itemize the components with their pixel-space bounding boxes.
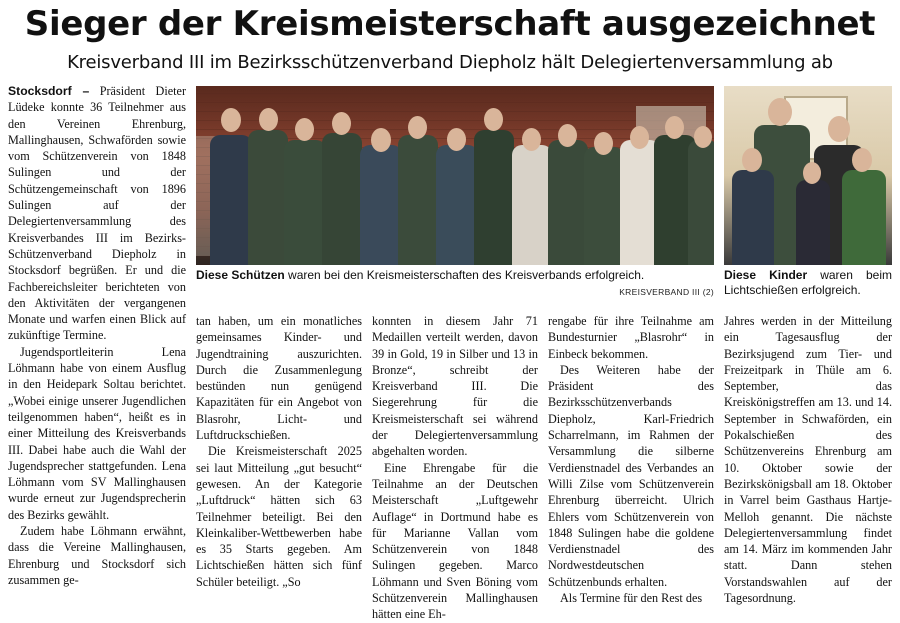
paragraph: rengabe für ihre Teilnahme am Bundesturnier „Blasrohr“ in Einbeck bekommen. [548,314,714,361]
paragraph: konnten in diesem Jahr 71 Medaillen verteilt werden, davon 39 in Gold, 19 in Silber und 13 in Bronze“, schreibt der Kreisverband III. Die Siegerehrung für die Kreismeisterschaft sei während der Delegiertenversammlung abgehalten worden. [372,314,538,459]
caption-side-bold: Diese Kinder [724,268,808,282]
paragraph: tan haben, um ein monatliches gemeinsames Kinder- und Jugendtraining auszurichten. Durch die Zusammenlegung bestünden nun genügend Kapazitäten für ein Angebot von Blasrohr, Licht- und Luftdruckschießen. [196,314,362,443]
paragraph: Als Termine für den Rest des [560,591,703,606]
paragraph: Eine Ehrengabe für die Teilnahme an der Deutschen Meisterschaft „Luftgewehr Auflage“ in Dortmund habe es für Marianne Vallan vom Schützenverein von 1848 Sulingen gegeben. Marco Löhmann und Sven Böning vom Schützenverein Mallinghausen hätten eine Eh- [372,460,538,622]
article-column-2 [196,313,362,590]
article-column-4 [548,313,714,606]
headline: Sieger der Kreismeisterschaft ausgezeichnet [24,4,876,44]
article-column-3 [372,313,538,623]
group-photo-shooters [196,86,714,265]
subheadline: Kreisverband III im Bezirksschützenverband Diepholz hält Delegiertenversammlung ab [67,52,833,73]
paragraph: Zudem habe Löhmann erwähnt, dass die Vereine Mallinghausen, Ehrenburg und Stocksdorf sich zusammen ge- [8,524,186,587]
caption-main-bold: Diese Schützen [196,268,285,282]
caption-main-photo [196,268,714,283]
paragraph [8,83,186,344]
caption-main-text: waren bei den Kreismeisterschaften des Kreisverbands erfolgreich. [284,268,645,282]
dateline: Stocksdorf – [8,84,90,98]
photo-children [724,86,892,265]
photo-credit: KREISVERBAND III (2) [619,287,714,297]
article-column-1 [8,83,186,588]
paragraph: Die Kreismeisterschaft 2025 sei laut Mitteilung „gut besucht“ gewesen. An der Kategorie „Luftdruck“ hätten sich 63 Teilnehmer beteiligt. Bei den Kleinkaliber-Wettbewerben habe es 35 Starts gegeben. Am Lichtschießen hätten sich fünf Schüler beteiligt. „So [196,444,362,589]
article-column-5 [724,313,892,606]
paragraph-text: Präsident Dieter Lüdeke konnte 36 Teilnehmer aus den Vereinen Ehrenburg, Mallinghausen, Schwaförden sowie vom Schützenverein von 1848 Sulingen und der Schützengemeinschaft von 1896 Sulingen auf der Delegiertenversammlung des Kreisverbandes III im Bezirks-Schützenverband Diepholz in Stocksdorf begrüßen. Er und die Fachbereichsleiter berichteten von den Aktivitäten der vergangenen Monate und warfen einen Blick auf zukünftige Termine. [8,84,186,343]
caption-side-photo [724,268,892,298]
paragraph: Jahres werden in der Mitteilung ein Tagesausflug der Bezirksjugend zum Tier- und Freizeitpark in Thüle am 6. September, das Kreiskönigstreffen am 13. und 14. September in Schwaförden, ein Pokalschießen des Schützenvereins Ehrenburg am 10. Oktober sowie der Bezirkskönigsball am 18. Oktober in Varrel beim Gasthaus Hartje-Melloh genannt. Die nächste Delegiertenversammlung findet am 14. März im kommenden Jahr statt. Dann stehen Vorstandswahlen auf der Tagesordnung. [724,314,892,606]
paragraph: Jugendsportleiterin Lena Löhmann habe von einem Ausflug in den Heidepark Soltau berichtet. „Wobei einige unserer Jugendlichen teilgenommen haben“, heißt es in einer Mitteilung des Kreisverbands III. Dabei habe auch die Wahl der Jugendsprecher stattgefunden. Lena Löhmann vom SV Mallinghausen wurde erneut zur Jugendsprecherin des Bezirks gewählt. [8,344,186,522]
paragraph: Des Weiteren habe der Präsident des Bezirksschützenverbands Diepholz, Karl-Friedrich Scharrelmann, im Rahmen der Versammlung die silberne Verdienstnadel des Verbandes an Willi Zilse vom Schützenverein Ehrenburg überreicht. Ulrich Ehlers vom Schützenverein von 1848 Sulingen habe die goldene Verdienstnadel des Nordwestdeutschen Schützenbunds erhalten. [548,362,714,589]
caption-side-text: waren beim Lichtschießen erfolgreich. [724,268,892,297]
